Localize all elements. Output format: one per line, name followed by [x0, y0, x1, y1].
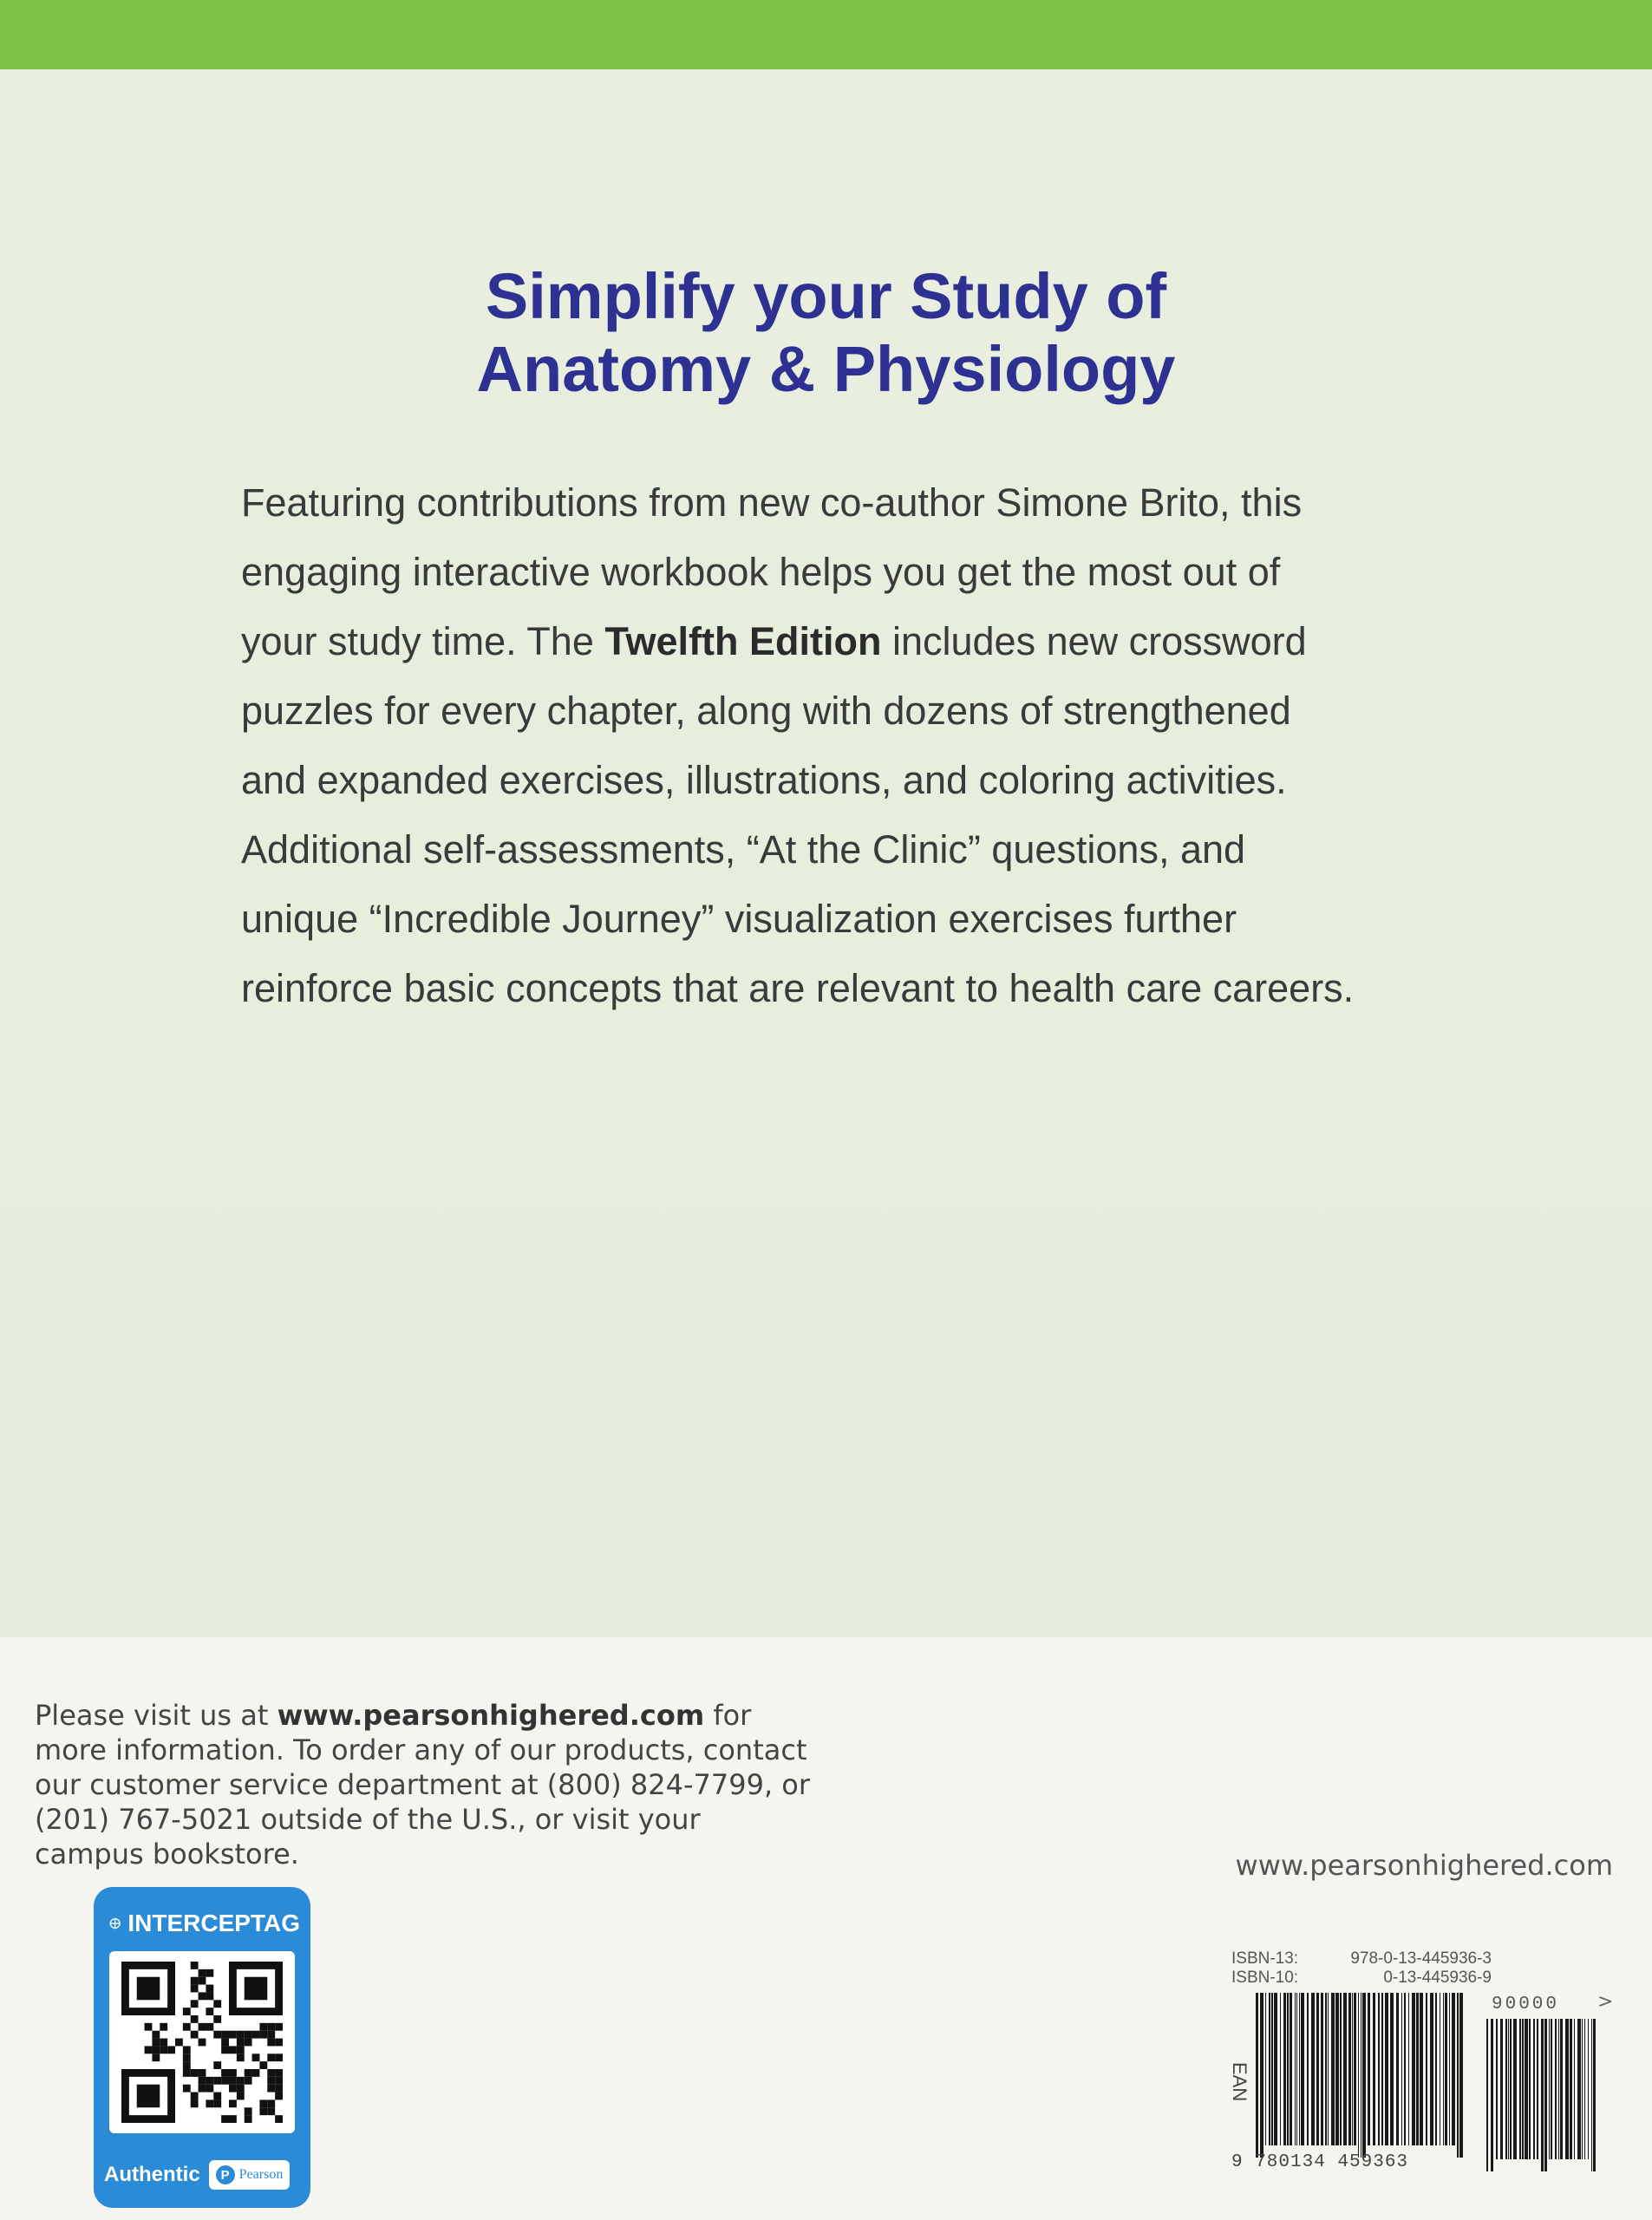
barcode-bar — [1570, 2019, 1572, 2159]
description-line-2: engaging interactive workbook helps you get the most out of — [241, 550, 1281, 594]
qr-module — [199, 2039, 206, 2047]
barcode-bar — [1328, 1993, 1329, 2145]
qr-module — [221, 2115, 229, 2123]
isbn-10-row — [1231, 1969, 1492, 1988]
barcode-bar — [1404, 1993, 1406, 2145]
qr-module — [152, 2039, 160, 2047]
qr-module — [275, 2085, 283, 2093]
barcode-bar — [1283, 1993, 1286, 2145]
barcode-bar — [1260, 1993, 1263, 2158]
description-line-5: and expanded exercises, illustrations, and coloring activities. — [241, 758, 1287, 802]
qr-module — [267, 2099, 275, 2107]
barcode-bar — [1513, 2019, 1517, 2159]
barcode-bar — [1445, 1993, 1447, 2145]
interceptag-header — [109, 1906, 300, 1941]
badge-footer — [104, 2158, 304, 2192]
qr-code-panel[interactable] — [109, 1951, 295, 2133]
barcode-bar — [1435, 1993, 1437, 2145]
barcode-bar — [1311, 1993, 1315, 2145]
barcode-bar — [1335, 1993, 1339, 2145]
qr-module — [267, 2077, 275, 2085]
barcode-bar — [1551, 2019, 1552, 2159]
barcode-bar — [1582, 2019, 1583, 2159]
qr-module — [191, 2000, 199, 2008]
barcode-bar — [1301, 1993, 1304, 2145]
qr-module — [245, 2031, 252, 2039]
qr-module — [237, 2077, 245, 2085]
barcode-bar — [1491, 2019, 1493, 2171]
qr-module — [183, 2085, 191, 2093]
qr-module — [245, 2039, 252, 2047]
qr-module — [191, 2031, 199, 2039]
barcode-bar — [1574, 2019, 1575, 2159]
qr-module — [229, 2031, 237, 2039]
qr-module — [259, 2031, 267, 2039]
interceptag-brand: INTERCEPTAG — [127, 1910, 300, 1936]
qr-module — [229, 2077, 237, 2085]
qr-module — [213, 2093, 221, 2100]
barcode-bar — [1269, 1993, 1270, 2145]
qr-module — [259, 2099, 267, 2107]
isbn-block — [1231, 1949, 1492, 1988]
barcode-bar — [1287, 1993, 1289, 2145]
qr-module — [237, 2093, 245, 2100]
qr-module — [221, 2039, 229, 2047]
qr-finder-core — [245, 1977, 268, 2001]
addon-arrow-icon: > — [1597, 1991, 1614, 2013]
barcode-bar — [1307, 1993, 1309, 2145]
qr-module — [152, 2031, 160, 2039]
pearson-logo — [209, 2160, 291, 2190]
barcode-bar — [1256, 1993, 1258, 2158]
ordering-info-post: for more information. To order any of our products, contact our customer service department at (800) 824-7799, or (201) 767-5021 outside of the U.S., or visit your campus bookstore. — [35, 1699, 811, 1871]
qr-module — [245, 2107, 252, 2115]
qr-module — [245, 2077, 252, 2085]
qr-module — [237, 2085, 245, 2093]
qr-module — [252, 2054, 260, 2061]
qr-module — [237, 2031, 245, 2039]
barcode-bar — [1385, 1993, 1388, 2145]
description-line-7: unique “Incredible Journey” visualization exercises further — [241, 897, 1237, 941]
qr-module — [259, 2107, 267, 2115]
qr-module — [267, 2107, 275, 2115]
qr-module — [213, 2015, 221, 2023]
qr-module — [267, 2069, 275, 2077]
ordering-info — [35, 1698, 815, 1871]
barcode-bar — [1555, 2019, 1557, 2159]
barcode-bar — [1352, 1993, 1353, 2145]
barcode-bar — [1358, 1993, 1359, 2158]
top-green-band — [0, 0, 1652, 69]
barcode-bar — [1505, 2019, 1507, 2159]
qr-module — [191, 1985, 199, 1993]
description-line-3 — [241, 607, 1455, 676]
barcode-bar — [1271, 1993, 1273, 2145]
barcode-bar — [1457, 1993, 1459, 2158]
barcode-bar — [1354, 1993, 1356, 2145]
description — [241, 468, 1455, 1023]
barcode-bar — [1591, 2019, 1592, 2171]
barcode-bar — [1541, 2019, 1544, 2171]
qr-module — [267, 2039, 275, 2047]
barcode-bar — [1340, 1993, 1342, 2145]
qr-module — [145, 2046, 153, 2054]
qr-module — [275, 2023, 283, 2031]
barcode-bar — [1459, 1993, 1463, 2158]
qr-module — [213, 2099, 221, 2107]
qr-module — [183, 2054, 191, 2061]
description-line-8: reinforce basic concepts that are relevant to health care careers. — [241, 966, 1355, 1010]
barcode-bar — [1325, 1993, 1327, 2145]
headline — [0, 260, 1652, 406]
barcode-bar — [1588, 2019, 1589, 2159]
qr-module — [245, 2115, 252, 2123]
qr-module — [206, 1985, 213, 1993]
qr-finder-core — [137, 2085, 160, 2108]
qr-module — [221, 2077, 229, 2085]
barcode-bar — [1408, 1993, 1409, 2145]
qr-module — [237, 2039, 245, 2047]
edition-bold: Twelfth Edition — [604, 619, 882, 663]
barcode-bar — [1486, 2019, 1488, 2171]
barcode-bar — [1449, 1993, 1450, 2145]
pearson-wordmark: Pearson — [238, 2167, 284, 2182]
qr-module — [175, 2039, 183, 2047]
ean-barcode — [1256, 1993, 1464, 2158]
barcode-bar — [1577, 2019, 1581, 2159]
barcode-bar — [1343, 1993, 1347, 2145]
qr-module — [213, 2031, 221, 2039]
qr-module — [267, 2054, 275, 2061]
qr-module — [191, 2099, 199, 2107]
qr-module — [221, 2046, 229, 2054]
qr-module — [275, 2039, 283, 2047]
barcode-bar — [1378, 1993, 1380, 2145]
isbn-10-label: ISBN-10: — [1231, 1969, 1299, 1987]
description-line-1: Featuring contributions from new co-author Simone Brito, this — [241, 480, 1303, 525]
ordering-info-pre: Please visit us at — [35, 1699, 278, 1732]
barcode-bar — [1390, 1993, 1394, 2145]
barcode-bar — [1519, 2019, 1521, 2159]
qr-module — [152, 2054, 160, 2061]
barcode-bar — [1373, 1993, 1375, 2145]
qr-module — [237, 2046, 245, 2054]
barcode-bar — [1368, 1993, 1370, 2145]
barcode-bar — [1381, 1993, 1383, 2145]
qr-module — [199, 2085, 206, 2093]
qr-module — [213, 2000, 221, 2008]
qr-module — [275, 2069, 283, 2077]
qr-module — [206, 2077, 213, 2085]
qr-module — [213, 2061, 221, 2069]
qr-module — [183, 2008, 191, 2015]
barcode-bar — [1496, 2019, 1498, 2159]
qr-module — [229, 2069, 237, 2077]
qr-module — [199, 1977, 206, 1985]
qr-module — [160, 2046, 167, 2054]
qr-module — [183, 2023, 191, 2031]
qr-module — [199, 2077, 206, 2085]
qr-module — [191, 2015, 199, 2023]
barcode-bar — [1331, 1993, 1335, 2145]
barcode-digits: 9 780134 459363 — [1231, 2152, 1409, 2172]
addon-digits: 90000 — [1492, 1995, 1560, 2014]
qr-module — [206, 2099, 213, 2107]
isbn-13-value: 978-0-13-445936-3 — [1350, 1949, 1492, 1968]
qr-module — [229, 2046, 237, 2054]
qr-module — [199, 1992, 206, 2000]
qr-module — [252, 2031, 260, 2039]
barcode-bar — [1348, 1993, 1351, 2145]
qr-module — [191, 2069, 199, 2077]
isbn-10-value: 0-13-445936-9 — [1383, 1969, 1492, 1987]
qr-module — [191, 2093, 199, 2100]
barcode-bar — [1420, 1993, 1423, 2145]
qr-module — [191, 1977, 199, 1985]
qr-module — [267, 2031, 275, 2039]
qr-module — [160, 2039, 167, 2047]
barcode-bar — [1533, 2019, 1535, 2159]
qr-module — [275, 2077, 283, 2085]
qr-module — [191, 1962, 199, 1969]
qr-module — [267, 2023, 275, 2031]
barcode-bar — [1443, 1993, 1444, 2145]
barcode-bar — [1296, 1993, 1297, 2145]
barcode-bar — [1316, 1993, 1319, 2145]
barcode-bar — [1362, 1993, 1366, 2158]
qr-finder-core — [137, 1977, 160, 2001]
isbn-13-row — [1231, 1949, 1492, 1969]
isbn-13-label: ISBN-13: — [1231, 1949, 1299, 1968]
barcode-bar — [1593, 2019, 1596, 2171]
qr-module — [221, 2069, 229, 2077]
barcode-bar — [1544, 2019, 1547, 2171]
barcode-bar — [1280, 1993, 1281, 2145]
barcode-bar — [1416, 1993, 1419, 2145]
barcode-bar — [1525, 2019, 1528, 2159]
pearson-p-icon: P — [216, 2165, 235, 2184]
qr-module — [199, 2069, 206, 2077]
headline-line-1: Simplify your Study of — [485, 260, 1167, 332]
qr-module — [183, 2061, 191, 2069]
publisher-url-link[interactable]: www.pearsonhighered.com — [277, 1699, 705, 1732]
publisher-url-right[interactable]: www.pearsonhighered.com — [1235, 1849, 1613, 1882]
barcode-bar — [1430, 1993, 1433, 2145]
qr-module — [206, 2008, 213, 2015]
description-line-4: puzzles for every chapter, along with dozens of strengthened — [241, 689, 1291, 733]
qr-module — [206, 1992, 213, 2000]
barcode-bar — [1537, 2019, 1538, 2159]
qr-module — [237, 2054, 245, 2061]
barcode-bar — [1265, 1993, 1266, 2145]
authentic-label: Authentic — [104, 2163, 200, 2186]
ean-label: EAN — [1229, 2062, 1250, 2102]
qr-module — [206, 2023, 213, 2031]
barcode-bar — [1274, 1993, 1277, 2145]
qr-module — [206, 2085, 213, 2093]
barcode-bar — [1560, 2019, 1563, 2159]
qr-module — [252, 2069, 260, 2077]
qr-module — [199, 2023, 206, 2031]
qr-module — [152, 2046, 160, 2054]
barcode-bar — [1396, 1993, 1399, 2145]
barcode-bar — [1508, 2019, 1509, 2159]
description-line-3-post: includes new crossword — [881, 619, 1307, 663]
interceptag-badge — [94, 1887, 310, 2208]
qr-module — [275, 2115, 283, 2123]
qr-module — [213, 2077, 221, 2085]
qr-module — [229, 2099, 237, 2107]
barcode-bar — [1452, 1993, 1455, 2145]
qr-module — [183, 2046, 191, 2054]
barcode-bar — [1412, 1993, 1415, 2145]
qr-module — [183, 2069, 191, 2077]
description-line-3-pre: your study time. The — [241, 619, 605, 663]
barcode-bar — [1584, 2019, 1585, 2159]
barcode-bar — [1565, 2019, 1569, 2159]
qr-module — [245, 2069, 252, 2077]
qr-module — [221, 2031, 229, 2039]
qr-code[interactable] — [121, 1962, 283, 2123]
interceptag-logo-icon — [109, 1910, 121, 1936]
qr-module — [199, 1969, 206, 1977]
qr-module — [259, 2023, 267, 2031]
qr-module — [229, 2085, 237, 2093]
qr-module — [267, 2085, 275, 2093]
barcode-bar — [1426, 1993, 1427, 2145]
barcode-bar — [1510, 2019, 1512, 2159]
barcode-bar — [1549, 2019, 1550, 2159]
description-line-6: Additional self-assessments, “At the Clinic” questions, and — [241, 827, 1246, 872]
barcode-bar — [1290, 1993, 1292, 2145]
addon-barcode — [1486, 2019, 1597, 2171]
qr-module — [275, 2054, 283, 2061]
barcode-bar — [1529, 2019, 1531, 2159]
qr-module — [275, 2093, 283, 2100]
barcode-bar — [1500, 2019, 1503, 2159]
headline-line-2: Anatomy & Physiology — [476, 333, 1176, 405]
barcode-bar — [1321, 1993, 1323, 2145]
qr-module — [167, 2046, 175, 2054]
qr-module — [206, 1969, 213, 1977]
qr-module — [145, 2023, 153, 2031]
qr-module — [229, 2115, 237, 2123]
barcode-bar — [1295, 1993, 1296, 2145]
barcode-bar — [1522, 2019, 1524, 2159]
barcode-bar — [1401, 1993, 1402, 2145]
qr-module — [259, 2061, 267, 2069]
barcode-bar — [1299, 1993, 1300, 2145]
barcode-bar — [1558, 2019, 1559, 2159]
qr-module — [160, 2023, 167, 2031]
